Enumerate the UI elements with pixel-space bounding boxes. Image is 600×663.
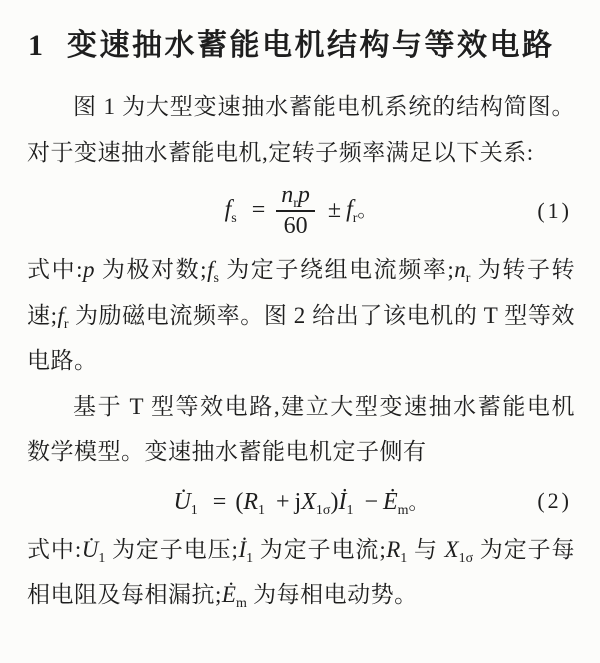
math-var-nr: n <box>281 182 294 209</box>
math-var-em: Ė <box>382 488 398 515</box>
text-run: 与 <box>407 536 445 562</box>
text-run: 为转子转速; <box>27 257 576 328</box>
equation-2-number: (2) <box>537 487 572 513</box>
math-var-r1: R <box>243 488 258 515</box>
math-sub: 1σ <box>315 502 331 518</box>
text-run: 图 1 为大型变速抽水蓄能电机系统的结构简图。对于变速抽水蓄能电机,定转子频率满足以下关系: <box>27 94 575 165</box>
math-sub: s <box>213 271 219 286</box>
equation-1 <box>27 175 575 247</box>
section-title: 变速抽水蓄能电机结构与等效电路 <box>67 28 555 63</box>
math-var-i1: İ <box>238 536 247 562</box>
math-var-x1sigma: X <box>444 536 459 562</box>
minus-sign: − <box>364 488 378 515</box>
text-run: 为定子电压; <box>105 536 239 562</box>
text-run: 为定子每相电阻及每相漏抗; <box>27 536 576 607</box>
equation-period: 。 <box>357 199 378 222</box>
close-paren: ) <box>330 488 339 515</box>
equals-sign: = <box>251 196 266 223</box>
paragraph-eq2-legend <box>27 527 575 618</box>
math-var-fs: f <box>224 196 232 223</box>
equation-period: 。 <box>408 491 429 514</box>
open-paren: ( <box>235 488 244 515</box>
text-run: 为每相电动势。 <box>246 582 418 607</box>
text-run: 为定子绕组电流频率; <box>218 257 455 282</box>
math-var-p: p <box>297 182 310 209</box>
text-run: 为励磁电流频率。图 2 给出了该电机的 T 型等效电路。 <box>27 302 576 373</box>
math-sub: 1 <box>246 550 254 566</box>
math-var-u1: U̇ <box>173 488 191 515</box>
math-sub: 1 <box>346 502 354 518</box>
section-heading <box>28 26 575 66</box>
math-sub: 1 <box>98 550 106 566</box>
math-var-i1: İ <box>338 488 347 515</box>
equation-2-body <box>173 486 428 516</box>
fraction-denominator: 60 <box>283 213 308 239</box>
math-sub: r <box>352 210 358 226</box>
paragraph-eq1-legend <box>27 247 575 384</box>
imaginary-unit: j <box>294 488 302 515</box>
fraction-numerator <box>276 182 315 212</box>
section-number: 1 <box>28 29 43 62</box>
math-sub: m <box>235 596 247 611</box>
math-var-x1sigma: X <box>301 488 316 515</box>
fraction <box>276 182 315 240</box>
text-run: 为定子电流; <box>253 536 387 562</box>
math-var-em: Ė <box>221 582 236 607</box>
paragraph-model <box>27 384 575 475</box>
text-run: 式中: <box>27 536 82 562</box>
equals-sign: = <box>212 488 227 515</box>
plus-minus-sign: ± <box>327 196 342 223</box>
text-run: 式中: <box>27 257 84 282</box>
math-var-fs: f <box>207 257 214 282</box>
math-sub: r <box>293 196 298 212</box>
math-sub: 1 <box>258 502 265 518</box>
math-sub: 1 <box>190 502 198 518</box>
math-var-p: p <box>83 257 95 282</box>
paragraph-intro <box>27 84 575 175</box>
equation-1-body <box>225 182 378 240</box>
text-run: 基于 T 型等效电路,建立大型变速抽水蓄能电机数学模型。变速抽水蓄能电机定子侧有 <box>27 393 575 464</box>
math-sub: r <box>63 316 69 332</box>
math-var-nr: n <box>454 257 466 282</box>
equation-2 <box>27 475 575 527</box>
math-sub: 1σ <box>458 550 474 566</box>
math-var-fr: f <box>57 302 64 328</box>
math-var-u1: U̇ <box>81 536 99 562</box>
math-sub: r <box>465 271 471 286</box>
math-var-r1: R <box>386 536 401 562</box>
math-sub: 1 <box>400 550 408 566</box>
plus-sign: + <box>276 488 290 515</box>
math-sub: m <box>397 502 409 518</box>
math-var-fr: f <box>346 196 353 223</box>
equation-1-number: (1) <box>537 198 572 223</box>
text-run: 为极对数; <box>94 257 208 282</box>
math-sub: s <box>231 210 237 226</box>
